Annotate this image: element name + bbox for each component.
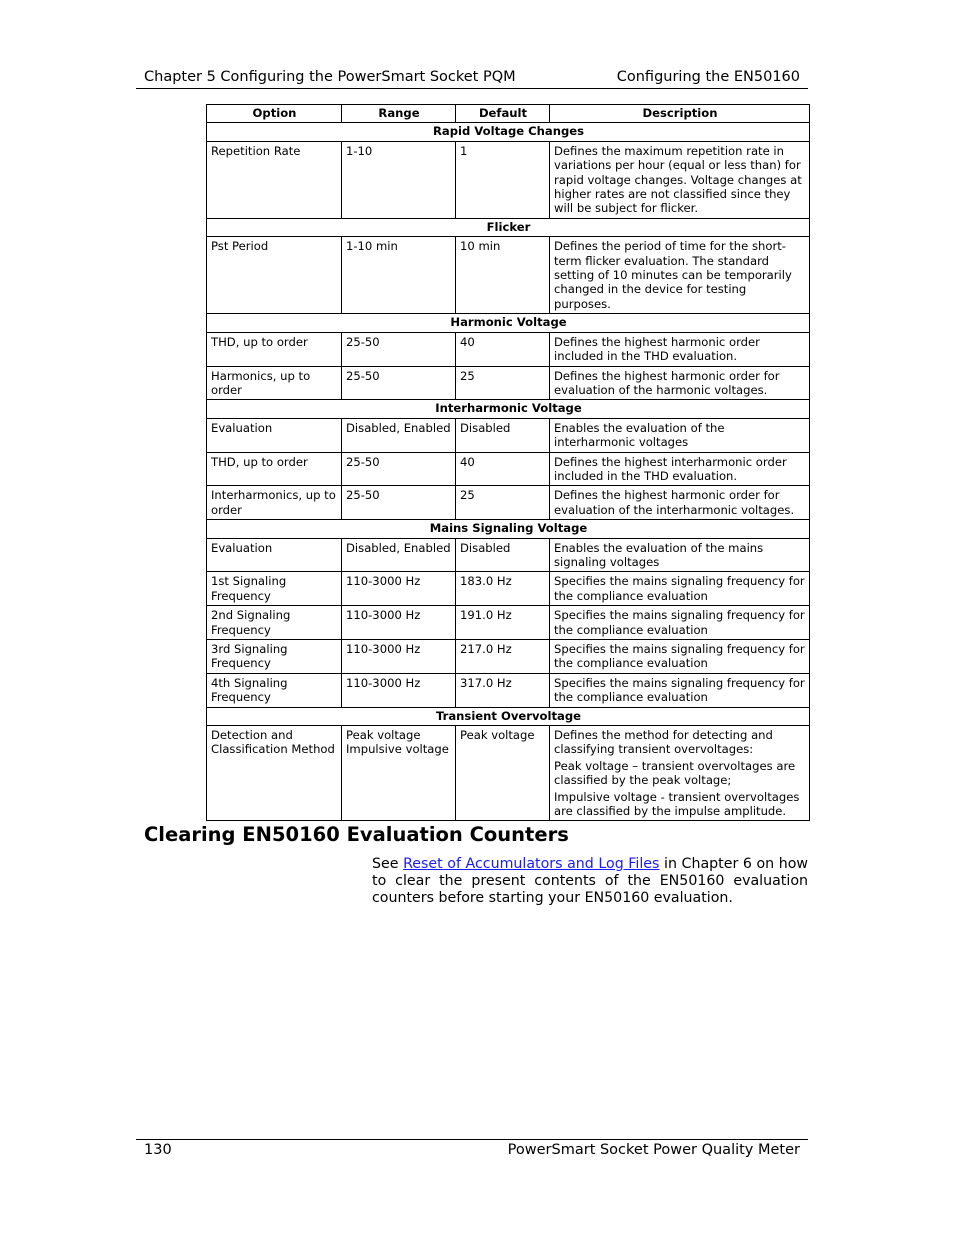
table-row — [207, 332, 810, 366]
description-cell — [550, 452, 810, 486]
description-paragraph: Defines the period of time for the short-term flicker evaluation. The standard setting of 10 minutes can be temporarily changed in the device for testing purposes. — [554, 239, 792, 311]
column-header-description: Description — [550, 105, 810, 123]
section-row — [207, 314, 810, 332]
table-row — [207, 366, 810, 400]
clearing-paragraph — [372, 856, 808, 907]
range-cell — [342, 486, 456, 520]
range-value: 110-3000 Hz — [346, 608, 421, 623]
chapter-title: Chapter 5 Configuring the PowerSmart Socket PQM — [144, 69, 516, 85]
table-row — [207, 538, 810, 572]
option-cell: 4th Signaling Frequency — [207, 673, 342, 707]
option-cell: 1st Signaling Frequency — [207, 572, 342, 606]
range-value: Disabled, Enabled — [346, 540, 451, 555]
range-value: 1-10 min — [346, 239, 398, 254]
default-cell: Peak voltage — [456, 726, 550, 821]
range-cell — [342, 237, 456, 314]
range-value: 25-50 — [346, 368, 380, 383]
option-cell: Interharmonics, up to order — [207, 486, 342, 520]
range-cell — [342, 673, 456, 707]
default-cell: 183.0 Hz — [456, 572, 550, 606]
description-paragraph: Peak voltage – transient overvoltages are classified by the peak voltage; — [554, 758, 796, 788]
range-value: 110-3000 Hz — [346, 675, 421, 690]
see-text: See — [372, 856, 399, 872]
running-header — [136, 68, 808, 89]
description-cell — [550, 332, 810, 366]
section-title-header: Configuring the EN50160 — [616, 69, 800, 85]
section-row — [207, 123, 810, 141]
description-paragraph: Enables the evaluation of the mains signaling voltages — [554, 540, 764, 569]
description-paragraph: Enables the evaluation of the interharmonic voltages — [554, 420, 725, 450]
table-header-row — [207, 105, 810, 123]
option-cell: Evaluation — [207, 538, 342, 572]
description-cell — [550, 366, 810, 400]
description-cell — [550, 606, 810, 640]
range-cell — [342, 366, 456, 400]
default-cell: 217.0 Hz — [456, 640, 550, 674]
table-row — [207, 726, 810, 821]
section-title: Harmonic Voltage — [207, 314, 810, 332]
range-cell — [342, 452, 456, 486]
section-title: Flicker — [207, 218, 810, 236]
section-title: Mains Signaling Voltage — [207, 520, 810, 538]
option-cell: Evaluation — [207, 418, 342, 452]
option-cell: THD, up to order — [207, 452, 342, 486]
option-cell: THD, up to order — [207, 332, 342, 366]
description-cell — [550, 418, 810, 452]
option-cell: Pst Period — [207, 237, 342, 314]
section-row — [207, 707, 810, 725]
description-paragraph: Specifies the mains signaling frequency for the compliance evaluation — [554, 675, 805, 705]
default-cell: 317.0 Hz — [456, 673, 550, 707]
description-paragraph: Specifies the mains signaling frequency for the compliance evaluation — [554, 608, 805, 637]
table-body — [207, 123, 810, 821]
table-row — [207, 606, 810, 640]
product-name: PowerSmart Socket Power Quality Meter — [507, 1142, 800, 1158]
default-cell: 191.0 Hz — [456, 606, 550, 640]
options-table — [206, 104, 810, 821]
range-cell — [342, 418, 456, 452]
description-cell — [550, 640, 810, 674]
table-row — [207, 640, 810, 674]
range-cell — [342, 640, 456, 674]
description-cell — [550, 486, 810, 520]
default-cell: 25 — [456, 366, 550, 400]
range-value: 110-3000 Hz — [346, 642, 421, 656]
section-row — [207, 520, 810, 538]
range-value: 1-10 — [346, 143, 373, 158]
description-paragraph: Specifies the mains signaling frequency for the compliance evaluation — [554, 642, 805, 671]
option-cell: Detection and Classification Method — [207, 726, 342, 821]
range-cell — [342, 606, 456, 640]
description-paragraph: Defines the highest interharmonic order included in the THD evaluation. — [554, 454, 787, 483]
option-cell: Repetition Rate — [207, 141, 342, 218]
description-paragraph: Defines the highest harmonic order for evaluation of the harmonic voltages. — [554, 368, 780, 397]
description-paragraph: Impulsive voltage - transient overvoltages are classified by the impulse amplitude. — [554, 789, 800, 819]
range-cell — [342, 572, 456, 606]
default-cell: 40 — [456, 452, 550, 486]
clearing-rest-text: in Chapter 6 on how to clear the present contents of the EN50160 evaluation counters before starting your EN50160 evaluation. — [372, 856, 809, 906]
description-paragraph: Defines the highest harmonic order for evaluation of the interharmonic voltages. — [554, 488, 795, 517]
range-cell — [342, 538, 456, 572]
column-header-default: Default — [456, 105, 550, 123]
range-value: 25-50 — [346, 334, 380, 349]
range-value: Disabled, Enabled — [346, 420, 451, 435]
description-paragraph: Defines the method for detecting and classifying transient overvoltages: — [554, 728, 773, 757]
reset-accumulators-link[interactable]: Reset of Accumulators and Log Files — [403, 856, 660, 872]
running-footer — [136, 1139, 808, 1162]
default-cell: 25 — [456, 486, 550, 520]
description-cell — [550, 237, 810, 314]
range-value: 25-50 — [346, 454, 380, 469]
description-cell — [550, 572, 810, 606]
section-title: Rapid Voltage Changes — [207, 123, 810, 141]
page-number: 130 — [144, 1142, 172, 1158]
description-paragraph: Defines the maximum repetition rate in variations per hour (equal or less than) for rapid voltage changes. Voltage changes at higher rates are not classified since they will be subject for flicker. — [554, 143, 802, 216]
range-value: 110-3000 Hz — [346, 574, 421, 589]
range-value: Peak voltage — [346, 728, 421, 743]
description-paragraph: Specifies the mains signaling frequency for the compliance evaluation — [554, 574, 805, 603]
section-title: Interharmonic Voltage — [207, 400, 810, 418]
description-paragraph: Defines the highest harmonic order included in the THD evaluation. — [554, 334, 760, 364]
range-value: 25-50 — [346, 488, 380, 503]
table-row — [207, 452, 810, 486]
clearing-heading: Clearing EN50160 Evaluation Counters — [144, 823, 569, 846]
default-cell: Disabled — [456, 538, 550, 572]
default-cell: 1 — [456, 141, 550, 218]
default-cell: 10 min — [456, 237, 550, 314]
default-cell: Disabled — [456, 418, 550, 452]
description-cell — [550, 538, 810, 572]
table-row — [207, 237, 810, 314]
description-cell — [550, 726, 810, 821]
default-cell: 40 — [456, 332, 550, 366]
table-row — [207, 572, 810, 606]
range-cell — [342, 141, 456, 218]
section-row — [207, 218, 810, 236]
table-row — [207, 141, 810, 218]
table-row — [207, 486, 810, 520]
range-cell — [342, 332, 456, 366]
option-cell: 2nd Signaling Frequency — [207, 606, 342, 640]
column-header-option: Option — [207, 105, 342, 123]
table-row — [207, 673, 810, 707]
option-cell: 3rd Signaling Frequency — [207, 640, 342, 674]
range-cell — [342, 726, 456, 821]
description-cell — [550, 141, 810, 218]
range-value: Impulsive voltage — [346, 742, 449, 757]
section-row — [207, 400, 810, 418]
section-title: Transient Overvoltage — [207, 707, 810, 725]
option-cell: Harmonics, up to order — [207, 366, 342, 400]
description-cell — [550, 673, 810, 707]
table-row — [207, 418, 810, 452]
column-header-range: Range — [342, 105, 456, 123]
